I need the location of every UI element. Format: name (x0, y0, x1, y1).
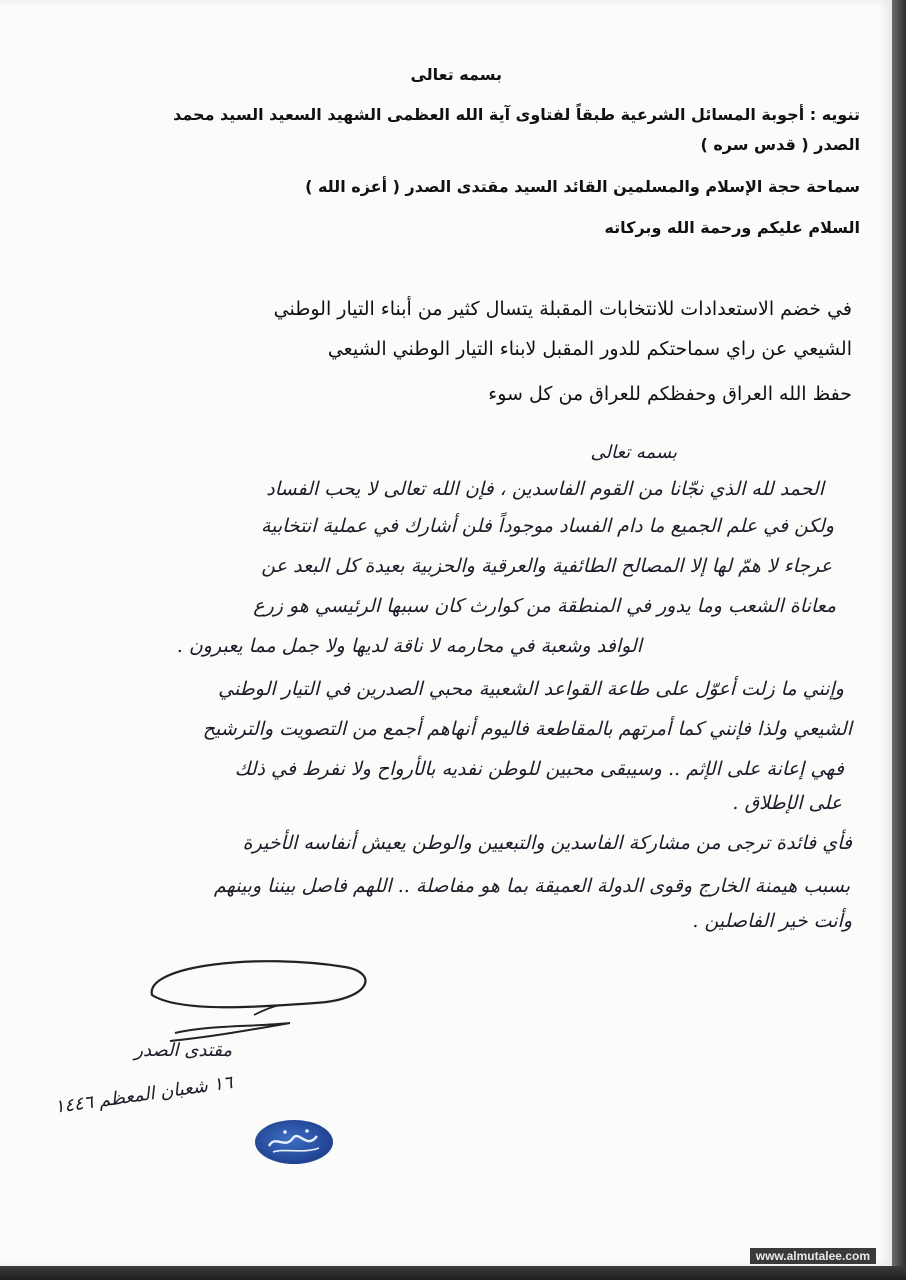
signatory-name: مقتدى الصدر (134, 1040, 232, 1061)
official-seal (255, 1120, 333, 1164)
signature-date: ١٦ شعبان المعظم ١٤٤٦ (52, 1072, 234, 1118)
scan-edge-right (892, 0, 906, 1280)
handwritten-line: بسبب هيمنة الخارج وقوى الدولة العميقة بما هو مفاصلة .. اللهم فاصل بيننا وبينهم (213, 875, 850, 897)
seal-calligraphy-icon (255, 1120, 333, 1164)
body-line-1: في خضم الاستعدادات للانتخابات المقبلة يتسال كثير من أبناء التيار الوطني (273, 298, 852, 320)
body-line-2: الشيعي عن راي سماحتكم للدور المقبل لابناء التيار الوطني الشيعي (327, 338, 852, 360)
handwritten-line: الوافد وشعبة في محارمه لا ناقة لديها ولا جمل مما يعبرون . (176, 635, 642, 657)
handwritten-line: فهي إعانة على الإثم .. وسيبقى محبين للوطن نفديه بالأرواح ولا نفرط في ذلك (234, 758, 844, 780)
notice-line-1: تنويه : أجوبة المسائل الشرعية طبقاً لفتاوى آية الله العظمى الشهيد السعيد السيد محمد (173, 105, 860, 124)
handwritten-line: الحمد لله الذي نجّانا من القوم الفاسدين ، فإن الله تعالى لا يحب الفساد (266, 478, 824, 500)
handwritten-line: على الإطلاق . (732, 792, 842, 814)
greeting-line: السلام عليكم ورحمة الله وبركاته (604, 218, 860, 237)
basmala-heading: بسمه تعالى (410, 65, 502, 84)
handwritten-line: معاناة الشعب وما يدور في المنطقة من كوارث كان سببها الرئيسي هو زرع (253, 595, 836, 617)
closing-line: حفظ الله العراق وحفظكم للعراق من كل سوء (488, 383, 852, 405)
handwritten-line: وأنت خير الفاصلين . (692, 910, 852, 932)
scan-edge-bottom (0, 1266, 906, 1280)
handwritten-line: وإنني ما زلت أعوّل على طاعة القواعد الشعبية محبي الصدرين في التيار الوطني (218, 678, 844, 700)
website-watermark: www.almutalee.com (750, 1248, 876, 1264)
handwritten-line: عرجاء لا همّ لها إلا المصالح الطائفية والعرقية والحزبية بعيدة كل البعد عن (261, 555, 832, 577)
handwritten-line: ولكن في علم الجميع ما دام الفساد موجوداً فلن أشارك في عملية انتخابية (260, 515, 834, 537)
addressee-line: سماحة حجة الإسلام والمسلمين القائد السيد مقتدى الصدر ( أعزه الله ) (305, 177, 860, 196)
handwritten-line: فأي فائدة ترجى من مشاركة الفاسدين والتبعيين والوطن يعيش أنفاسه الأخيرة (242, 832, 852, 854)
handwritten-heading: بسمه تعالى (590, 442, 677, 463)
handwritten-line: الشيعي ولذا فإنني كما أمرتهم بالمقاطعة فاليوم أنهاهم أجمع من التصويت والترشيح (202, 718, 852, 740)
notice-line-2: الصدر ( قدس سره ) (700, 135, 860, 154)
